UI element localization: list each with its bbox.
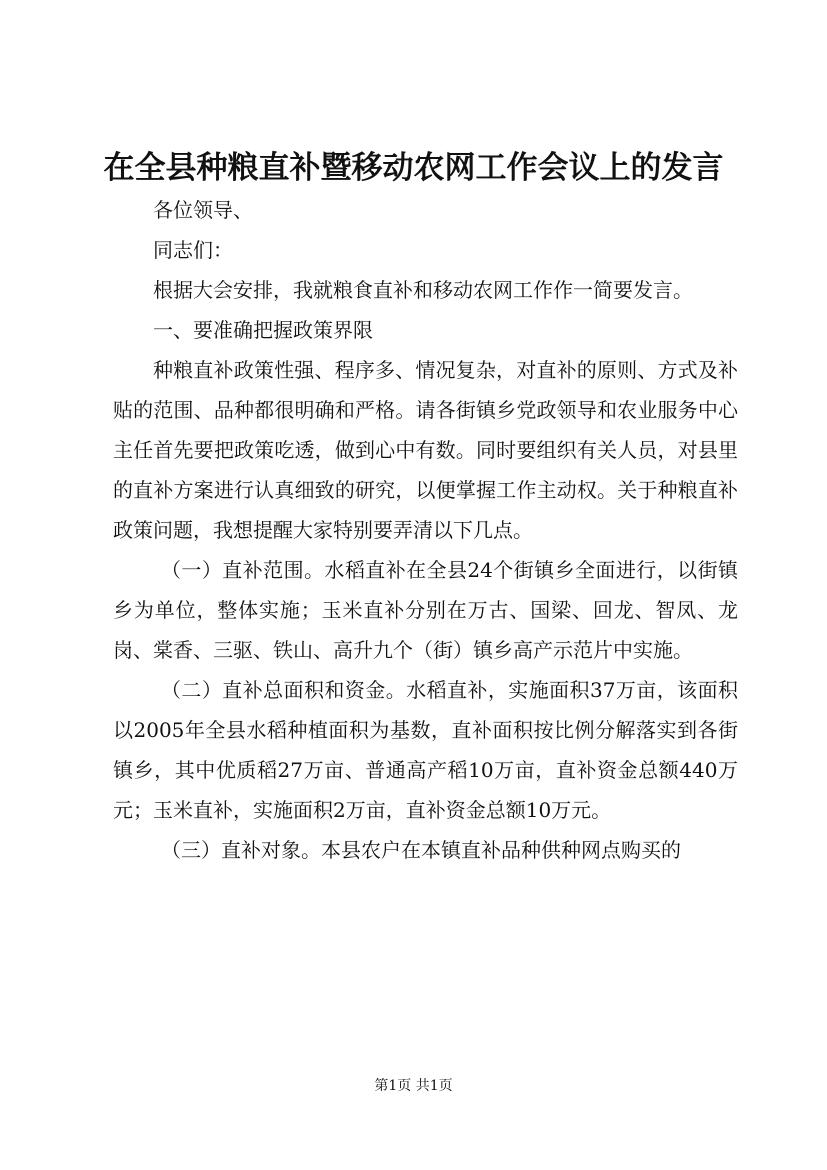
intro-paragraph: 根据大会安排，我就粮食直补和移动农网工作作一简要发言。 (153, 278, 693, 302)
paragraph-area-funds: （二）直补总面积和资金。水稻直补，实施面积37万亩，该面积以2005年全县水稻种植面积为基数，直补面积按比例分解落实到各街镇乡，其中优质稻27万亩、普通高产稻10万亩，直补资金总额440万元；玉米直补，实施面积2万亩，直补资金总额10万元。 (113, 678, 738, 822)
salutation-leaders: 各位领导、 (153, 198, 253, 222)
salutation-comrades: 同志们： (153, 238, 233, 262)
document-title: 在全县种粮直补暨移动农网工作会议上的发言 (103, 150, 724, 186)
page-number: 第1页 共1页 (374, 1078, 453, 1094)
paragraph-targets: （三）直补对象。本县农户在本镇直补品种供种网点购买的 (161, 838, 681, 862)
paragraph-scope: （一）直补范围。水稻直补在全县24个街镇乡全面进行，以街镇乡为单位，整体实施；玉米直补分别在万古、国梁、回龙、智凤、龙岗、棠香、三驱、铁山、高升九个（街）镇乡高产示范片中实施。 (113, 558, 738, 662)
paragraph-policy: 种粮直补政策性强、程序多、情况复杂，对直补的原则、方式及补贴的范围、品种都很明确和严格。请各街镇乡党政领导和农业服务中心主任首先要把政策吃透，做到心中有数。同时要组织有关人员，对县里的直补方案进行认真细致的研究，以便掌握工作主动权。关于种粮直补政策问题，我想提醒大家特别要弄清以下几点。 (113, 358, 738, 542)
section-heading-1: 一、要准确把握政策界限 (153, 318, 373, 342)
document-body (113, 190, 738, 870)
